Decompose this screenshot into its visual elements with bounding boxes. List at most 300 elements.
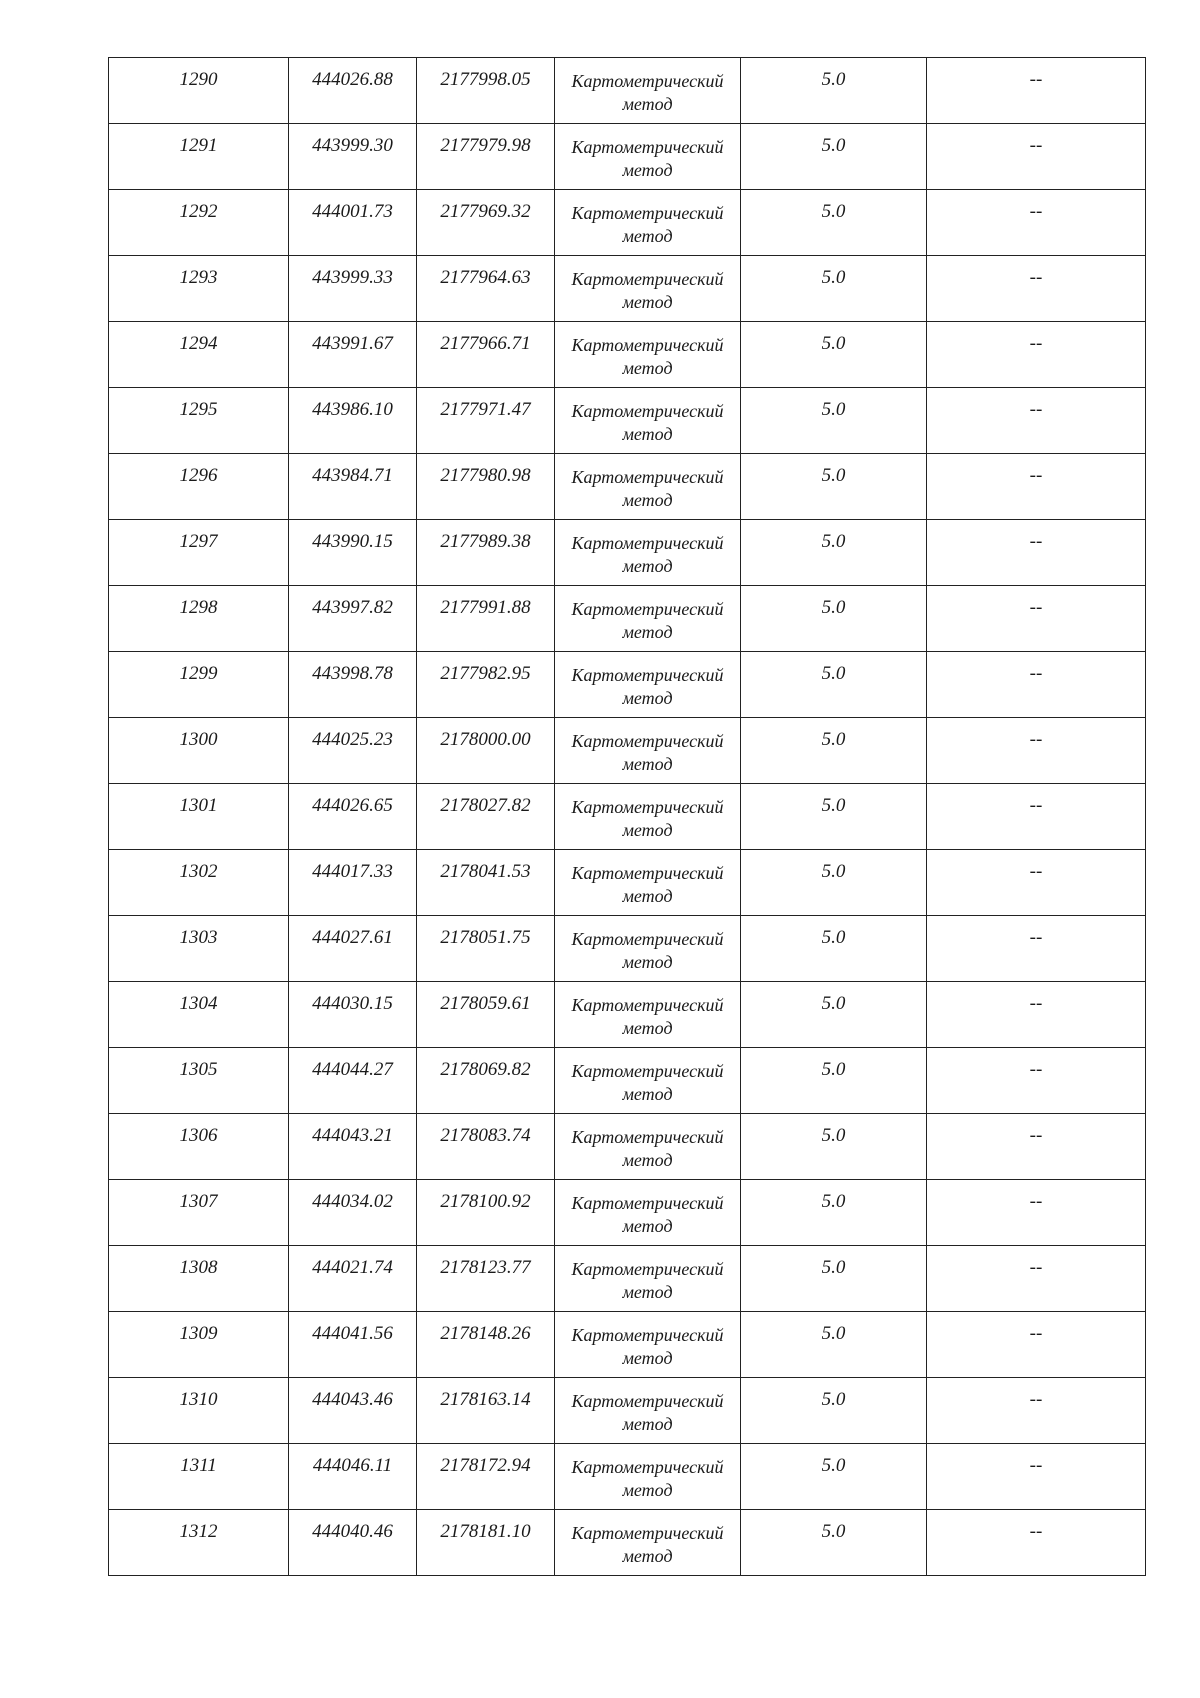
note-value: --	[1029, 993, 1043, 1014]
note-value: --	[1029, 729, 1043, 750]
y-coordinate-cell	[417, 454, 555, 520]
table-row	[109, 1378, 1146, 1444]
note-cell	[927, 916, 1146, 982]
point-number-cell	[109, 1114, 289, 1180]
accuracy-cell	[741, 1378, 927, 1444]
x-coordinate-value: 444046.11	[312, 1455, 393, 1476]
accuracy-value: 5.0	[821, 1455, 846, 1476]
point-number-cell	[109, 190, 289, 256]
point-number-cell	[109, 1444, 289, 1510]
x-coordinate-cell	[289, 58, 417, 124]
x-coordinate-cell	[289, 718, 417, 784]
table-row	[109, 58, 1146, 124]
x-coordinate-value: 443999.30	[312, 135, 393, 156]
x-coordinate-cell	[289, 1180, 417, 1246]
x-coordinate-cell	[289, 1114, 417, 1180]
method-value: Картометрический метод	[571, 269, 724, 312]
point-number-cell	[109, 1048, 289, 1114]
method-cell	[555, 256, 741, 322]
point-number-value: 1293	[179, 267, 218, 288]
note-cell	[927, 1048, 1146, 1114]
table-row	[109, 124, 1146, 190]
x-coordinate-value: 444027.61	[312, 927, 393, 948]
accuracy-cell	[741, 388, 927, 454]
y-coordinate-cell	[417, 784, 555, 850]
point-number-value: 1309	[179, 1323, 218, 1344]
point-number-cell	[109, 1510, 289, 1576]
accuracy-cell	[741, 1444, 927, 1510]
point-number-cell	[109, 1378, 289, 1444]
table-row	[109, 454, 1146, 520]
y-coordinate-cell	[417, 1114, 555, 1180]
note-value: --	[1029, 135, 1043, 156]
table-row	[109, 718, 1146, 784]
x-coordinate-value: 444041.56	[312, 1323, 393, 1344]
point-number-value: 1296	[179, 465, 218, 486]
method-cell	[555, 1246, 741, 1312]
accuracy-value: 5.0	[821, 597, 846, 618]
y-coordinate-cell	[417, 1246, 555, 1312]
x-coordinate-cell	[289, 124, 417, 190]
y-coordinate-value: 2177964.63	[440, 267, 531, 288]
method-value: Картометрический метод	[571, 1127, 724, 1170]
accuracy-value: 5.0	[821, 1059, 846, 1080]
note-value: --	[1029, 1191, 1043, 1212]
note-value: --	[1029, 795, 1043, 816]
accuracy-value: 5.0	[821, 333, 846, 354]
note-value: --	[1029, 861, 1043, 882]
accuracy-cell	[741, 850, 927, 916]
accuracy-value: 5.0	[821, 1257, 846, 1278]
note-cell	[927, 190, 1146, 256]
x-coordinate-value: 443990.15	[312, 531, 393, 552]
y-coordinate-value: 2178000.00	[440, 729, 531, 750]
point-number-value: 1292	[179, 201, 218, 222]
note-value: --	[1029, 1521, 1043, 1542]
method-value: Картометрический метод	[571, 731, 724, 774]
accuracy-value: 5.0	[821, 1389, 846, 1410]
y-coordinate-cell	[417, 1048, 555, 1114]
x-coordinate-cell	[289, 388, 417, 454]
method-cell	[555, 1444, 741, 1510]
method-cell	[555, 718, 741, 784]
point-number-cell	[109, 718, 289, 784]
x-coordinate-cell	[289, 916, 417, 982]
method-value: Картометрический метод	[571, 599, 724, 642]
y-coordinate-cell	[417, 916, 555, 982]
y-coordinate-cell	[417, 1312, 555, 1378]
note-value: --	[1029, 69, 1043, 90]
note-cell	[927, 388, 1146, 454]
point-number-value: 1305	[179, 1059, 218, 1080]
table-row	[109, 982, 1146, 1048]
method-cell	[555, 850, 741, 916]
note-cell	[927, 982, 1146, 1048]
note-cell	[927, 586, 1146, 652]
method-value: Картометрический метод	[571, 665, 724, 708]
method-cell	[555, 454, 741, 520]
method-cell	[555, 1510, 741, 1576]
x-coordinate-value: 444001.73	[312, 201, 393, 222]
accuracy-value: 5.0	[821, 267, 846, 288]
y-coordinate-cell	[417, 982, 555, 1048]
note-cell	[927, 256, 1146, 322]
y-coordinate-cell	[417, 256, 555, 322]
accuracy-cell	[741, 1246, 927, 1312]
x-coordinate-value: 443984.71	[312, 465, 393, 486]
note-value: --	[1029, 1323, 1043, 1344]
note-value: --	[1029, 597, 1043, 618]
point-number-value: 1302	[179, 861, 218, 882]
accuracy-cell	[741, 256, 927, 322]
point-number-cell	[109, 322, 289, 388]
y-coordinate-value: 2177966.71	[440, 333, 531, 354]
x-coordinate-cell	[289, 1246, 417, 1312]
point-number-cell	[109, 982, 289, 1048]
y-coordinate-value: 2177998.05	[440, 69, 531, 90]
document-page	[108, 57, 1145, 1576]
y-coordinate-cell	[417, 850, 555, 916]
point-number-cell	[109, 1180, 289, 1246]
table-row	[109, 256, 1146, 322]
point-number-value: 1294	[179, 333, 218, 354]
point-number-cell	[109, 784, 289, 850]
y-coordinate-cell	[417, 652, 555, 718]
note-value: --	[1029, 663, 1043, 684]
x-coordinate-value: 444043.21	[312, 1125, 393, 1146]
point-number-value: 1311	[180, 1455, 217, 1476]
x-coordinate-cell	[289, 586, 417, 652]
method-cell	[555, 124, 741, 190]
method-cell	[555, 784, 741, 850]
point-number-cell	[109, 520, 289, 586]
method-cell	[555, 652, 741, 718]
y-coordinate-value: 2178027.82	[440, 795, 531, 816]
x-coordinate-cell	[289, 1048, 417, 1114]
method-value: Картометрический метод	[571, 863, 724, 906]
x-coordinate-cell	[289, 454, 417, 520]
x-coordinate-cell	[289, 982, 417, 1048]
x-coordinate-cell	[289, 1312, 417, 1378]
method-cell	[555, 322, 741, 388]
coordinates-table-body	[109, 58, 1146, 1576]
y-coordinate-value: 2178148.26	[440, 1323, 531, 1344]
point-number-cell	[109, 256, 289, 322]
note-cell	[927, 454, 1146, 520]
x-coordinate-value: 443991.67	[312, 333, 393, 354]
accuracy-cell	[741, 190, 927, 256]
x-coordinate-value: 443997.82	[312, 597, 393, 618]
note-cell	[927, 652, 1146, 718]
coordinates-table	[108, 57, 1146, 1576]
y-coordinate-cell	[417, 520, 555, 586]
point-number-value: 1301	[179, 795, 218, 816]
accuracy-cell	[741, 1048, 927, 1114]
method-value: Картометрический метод	[571, 1523, 724, 1566]
note-value: --	[1029, 465, 1043, 486]
accuracy-cell	[741, 586, 927, 652]
point-number-value: 1291	[179, 135, 218, 156]
point-number-value: 1297	[179, 531, 218, 552]
table-row	[109, 322, 1146, 388]
method-value: Картометрический метод	[571, 203, 724, 246]
x-coordinate-value: 444040.46	[312, 1521, 393, 1542]
method-cell	[555, 1312, 741, 1378]
y-coordinate-cell	[417, 1510, 555, 1576]
note-cell	[927, 1246, 1146, 1312]
accuracy-value: 5.0	[821, 927, 846, 948]
y-coordinate-value: 2177982.95	[440, 663, 531, 684]
method-value: Картометрический метод	[571, 71, 724, 114]
accuracy-value: 5.0	[821, 729, 846, 750]
accuracy-value: 5.0	[821, 531, 846, 552]
accuracy-cell	[741, 1114, 927, 1180]
method-cell	[555, 520, 741, 586]
y-coordinate-cell	[417, 1378, 555, 1444]
accuracy-value: 5.0	[821, 69, 846, 90]
note-cell	[927, 520, 1146, 586]
accuracy-value: 5.0	[821, 399, 846, 420]
point-number-value: 1308	[179, 1257, 218, 1278]
note-value: --	[1029, 333, 1043, 354]
method-value: Картометрический метод	[571, 1061, 724, 1104]
y-coordinate-value: 2178083.74	[440, 1125, 531, 1146]
accuracy-cell	[741, 784, 927, 850]
method-value: Картометрический метод	[571, 1325, 724, 1368]
accuracy-value: 5.0	[821, 135, 846, 156]
accuracy-cell	[741, 58, 927, 124]
note-cell	[927, 58, 1146, 124]
x-coordinate-cell	[289, 1444, 417, 1510]
accuracy-value: 5.0	[821, 1521, 846, 1542]
x-coordinate-value: 444030.15	[312, 993, 393, 1014]
method-cell	[555, 388, 741, 454]
x-coordinate-cell	[289, 256, 417, 322]
accuracy-value: 5.0	[821, 465, 846, 486]
y-coordinate-value: 2177979.98	[440, 135, 531, 156]
method-value: Картометрический метод	[571, 1391, 724, 1434]
point-number-cell	[109, 652, 289, 718]
point-number-cell	[109, 454, 289, 520]
y-coordinate-cell	[417, 1180, 555, 1246]
accuracy-cell	[741, 124, 927, 190]
accuracy-cell	[741, 1312, 927, 1378]
table-row	[109, 1246, 1146, 1312]
accuracy-value: 5.0	[821, 1323, 846, 1344]
y-coordinate-value: 2177971.47	[440, 399, 531, 420]
accuracy-cell	[741, 1180, 927, 1246]
table-row	[109, 652, 1146, 718]
y-coordinate-value: 2178100.92	[440, 1191, 531, 1212]
x-coordinate-cell	[289, 1510, 417, 1576]
x-coordinate-value: 444034.02	[312, 1191, 393, 1212]
note-cell	[927, 1444, 1146, 1510]
note-cell	[927, 1114, 1146, 1180]
y-coordinate-cell	[417, 1444, 555, 1510]
method-value: Картометрический метод	[571, 401, 724, 444]
accuracy-cell	[741, 322, 927, 388]
note-value: --	[1029, 1125, 1043, 1146]
table-row	[109, 850, 1146, 916]
point-number-value: 1298	[179, 597, 218, 618]
accuracy-cell	[741, 520, 927, 586]
accuracy-value: 5.0	[821, 1125, 846, 1146]
x-coordinate-value: 443986.10	[312, 399, 393, 420]
note-value: --	[1029, 399, 1043, 420]
accuracy-value: 5.0	[821, 993, 846, 1014]
y-coordinate-cell	[417, 58, 555, 124]
table-row	[109, 586, 1146, 652]
point-number-cell	[109, 916, 289, 982]
table-row	[109, 916, 1146, 982]
note-cell	[927, 124, 1146, 190]
x-coordinate-cell	[289, 322, 417, 388]
point-number-cell	[109, 58, 289, 124]
x-coordinate-cell	[289, 784, 417, 850]
y-coordinate-value: 2177969.32	[440, 201, 531, 222]
y-coordinate-value: 2177989.38	[440, 531, 531, 552]
y-coordinate-cell	[417, 190, 555, 256]
method-value: Картометрический метод	[571, 335, 724, 378]
method-value: Картометрический метод	[571, 1457, 724, 1500]
y-coordinate-cell	[417, 322, 555, 388]
point-number-value: 1304	[179, 993, 218, 1014]
method-cell	[555, 1378, 741, 1444]
y-coordinate-cell	[417, 388, 555, 454]
point-number-value: 1307	[179, 1191, 218, 1212]
x-coordinate-cell	[289, 1378, 417, 1444]
y-coordinate-value: 2178059.61	[440, 993, 531, 1014]
note-value: --	[1029, 267, 1043, 288]
note-value: --	[1029, 1455, 1043, 1476]
accuracy-cell	[741, 916, 927, 982]
table-row	[109, 1180, 1146, 1246]
y-coordinate-cell	[417, 718, 555, 784]
note-value: --	[1029, 201, 1043, 222]
method-cell	[555, 58, 741, 124]
accuracy-value: 5.0	[821, 1191, 846, 1212]
x-coordinate-value: 444021.74	[312, 1257, 393, 1278]
note-cell	[927, 1312, 1146, 1378]
y-coordinate-cell	[417, 586, 555, 652]
point-number-value: 1306	[179, 1125, 218, 1146]
y-coordinate-value: 2178123.77	[440, 1257, 531, 1278]
point-number-value: 1312	[179, 1521, 218, 1542]
point-number-value: 1310	[179, 1389, 218, 1410]
method-cell	[555, 586, 741, 652]
note-cell	[927, 1510, 1146, 1576]
accuracy-cell	[741, 1510, 927, 1576]
method-cell	[555, 982, 741, 1048]
x-coordinate-value: 444017.33	[312, 861, 393, 882]
x-coordinate-value: 444026.88	[312, 69, 393, 90]
x-coordinate-cell	[289, 520, 417, 586]
method-value: Картометрический метод	[571, 929, 724, 972]
method-value: Картометрический метод	[571, 137, 724, 180]
point-number-value: 1300	[179, 729, 218, 750]
note-cell	[927, 1180, 1146, 1246]
point-number-cell	[109, 1246, 289, 1312]
note-value: --	[1029, 1059, 1043, 1080]
note-value: --	[1029, 927, 1043, 948]
point-number-cell	[109, 586, 289, 652]
accuracy-value: 5.0	[821, 201, 846, 222]
table-row	[109, 784, 1146, 850]
accuracy-value: 5.0	[821, 663, 846, 684]
note-cell	[927, 784, 1146, 850]
point-number-cell	[109, 124, 289, 190]
method-cell	[555, 916, 741, 982]
method-value: Картометрический метод	[571, 533, 724, 576]
y-coordinate-value: 2177991.88	[440, 597, 531, 618]
accuracy-cell	[741, 454, 927, 520]
table-row	[109, 1510, 1146, 1576]
method-cell	[555, 1114, 741, 1180]
table-row	[109, 1048, 1146, 1114]
x-coordinate-cell	[289, 652, 417, 718]
point-number-value: 1299	[179, 663, 218, 684]
method-value: Картометрический метод	[571, 995, 724, 1038]
x-coordinate-value: 443998.78	[312, 663, 393, 684]
method-cell	[555, 1048, 741, 1114]
table-row	[109, 1312, 1146, 1378]
y-coordinate-value: 2178163.14	[440, 1389, 531, 1410]
note-cell	[927, 1378, 1146, 1444]
point-number-value: 1290	[179, 69, 218, 90]
method-cell	[555, 190, 741, 256]
method-cell	[555, 1180, 741, 1246]
table-row	[109, 1444, 1146, 1510]
y-coordinate-value: 2178181.10	[440, 1521, 531, 1542]
note-value: --	[1029, 1389, 1043, 1410]
x-coordinate-value: 444044.27	[312, 1059, 393, 1080]
x-coordinate-cell	[289, 850, 417, 916]
x-coordinate-value: 444025.23	[312, 729, 393, 750]
note-value: --	[1029, 1257, 1043, 1278]
accuracy-value: 5.0	[821, 795, 846, 816]
point-number-cell	[109, 1312, 289, 1378]
y-coordinate-value: 2178041.53	[440, 861, 531, 882]
y-coordinate-value: 2178172.94	[440, 1455, 531, 1476]
method-value: Картометрический метод	[571, 797, 724, 840]
y-coordinate-cell	[417, 124, 555, 190]
method-value: Картометрический метод	[571, 467, 724, 510]
y-coordinate-value: 2178069.82	[440, 1059, 531, 1080]
accuracy-value: 5.0	[821, 861, 846, 882]
table-row	[109, 388, 1146, 454]
table-row	[109, 190, 1146, 256]
x-coordinate-cell	[289, 190, 417, 256]
note-cell	[927, 850, 1146, 916]
y-coordinate-value: 2178051.75	[440, 927, 531, 948]
note-cell	[927, 322, 1146, 388]
note-value: --	[1029, 531, 1043, 552]
point-number-cell	[109, 388, 289, 454]
x-coordinate-value: 444043.46	[312, 1389, 393, 1410]
point-number-value: 1303	[179, 927, 218, 948]
method-value: Картометрический метод	[571, 1259, 724, 1302]
y-coordinate-value: 2177980.98	[440, 465, 531, 486]
point-number-value: 1295	[179, 399, 218, 420]
table-row	[109, 520, 1146, 586]
x-coordinate-value: 444026.65	[312, 795, 393, 816]
x-coordinate-value: 443999.33	[312, 267, 393, 288]
method-value: Картометрический метод	[571, 1193, 724, 1236]
accuracy-cell	[741, 718, 927, 784]
point-number-cell	[109, 850, 289, 916]
accuracy-cell	[741, 982, 927, 1048]
note-cell	[927, 718, 1146, 784]
